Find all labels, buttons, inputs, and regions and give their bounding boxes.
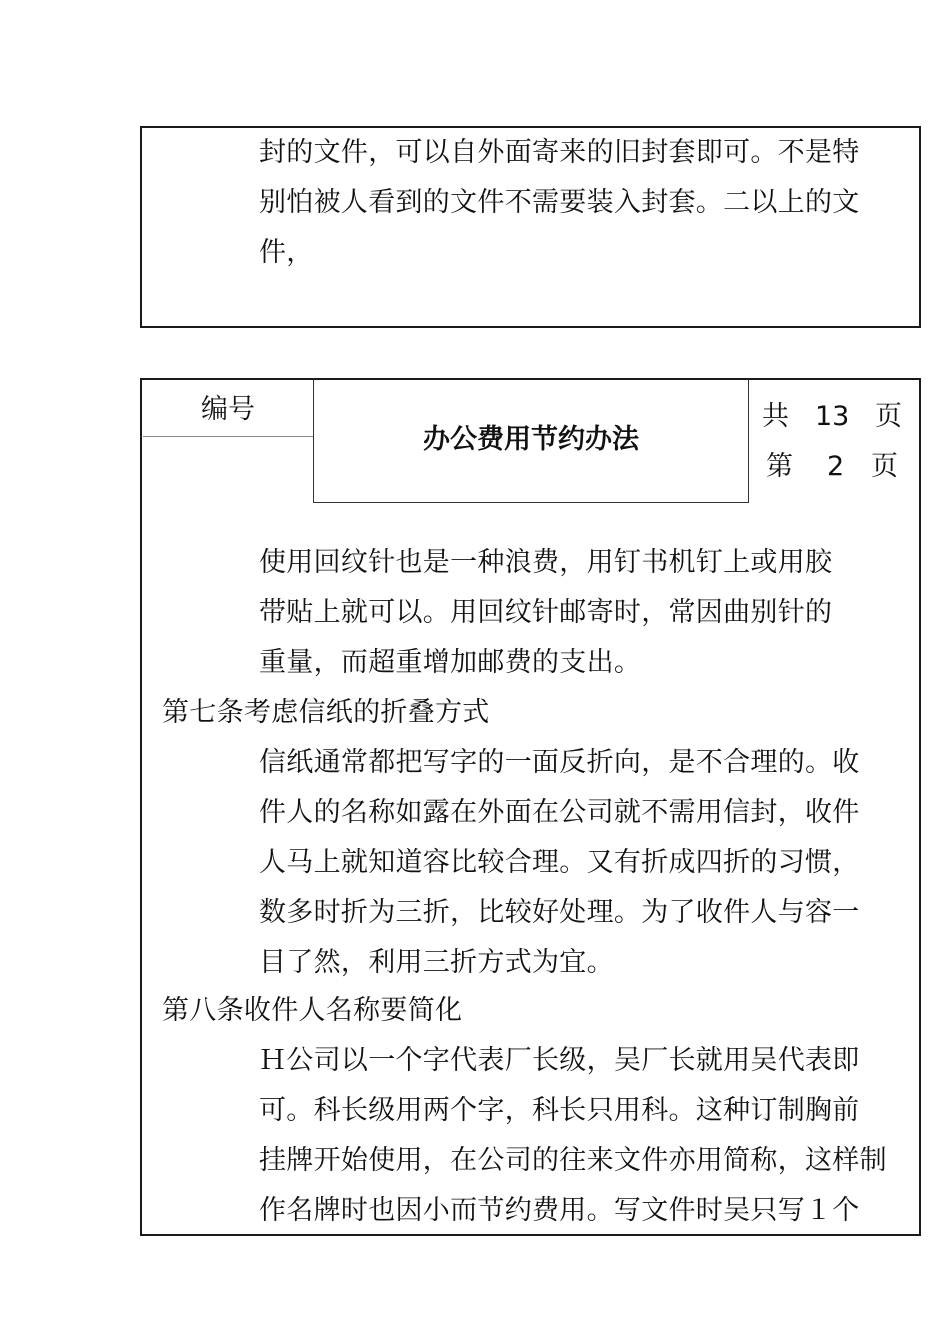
body-line: 目了然，利用三折方式为宜。 <box>259 947 614 978</box>
article-heading: 第八条收件人名称要简化 <box>162 995 463 1026</box>
page-total-suffix: 页 <box>875 401 902 432</box>
body-line: 信纸通常都把写字的一面反折向，是不合理的。收 <box>259 747 860 778</box>
body-line: 带贴上就可以。用回纹针邮寄时，常因曲别针的 <box>259 597 833 628</box>
page-total-number: 13 <box>815 401 850 432</box>
page-current-prefix: 第 <box>766 451 793 482</box>
body-line: 件人的名称如露在外面在公司就不需用信封，收件 <box>259 797 860 828</box>
document-code-cell <box>143 381 313 437</box>
page-current-number: 2 <box>827 451 845 482</box>
body-line: 重量，而超重增加邮费的支出。 <box>259 647 642 678</box>
body-line: 挂牌开始使用，在公司的往来文件亦用简称，这样制 <box>259 1145 887 1176</box>
page-current-suffix: 页 <box>871 451 898 482</box>
body-line: Ｈ公司以一个字代表厂长级，吴厂长就用吴代表即 <box>259 1045 860 1076</box>
body-line: 作名牌时也因小而节约费用。写文件时吴只写１个 <box>259 1195 860 1226</box>
body-line: 人马上就知道容比较合理。又有折成四折的习惯， <box>259 847 860 878</box>
document-title: 办公费用节约办法 <box>423 424 639 455</box>
page-current <box>760 447 910 487</box>
body-line: 使用回纹针也是一种浪费，用钉书机钉上或用胶 <box>259 547 833 578</box>
body-line: 件， <box>259 237 314 268</box>
document-code-label: 编号 <box>201 394 255 425</box>
body-line: 封的文件，可以自外面寄来的旧封套即可。不是特 <box>259 137 860 168</box>
page-total <box>760 397 910 437</box>
body-line: 可。科长级用两个字，科长只用科。这种订制胸前 <box>259 1095 860 1126</box>
document-title-cell <box>313 379 749 503</box>
page-total-prefix: 共 <box>762 401 789 432</box>
body-line: 数多时折为三折，比较好处理。为了收件人与容一 <box>259 897 860 928</box>
article-heading: 第七条考虑信纸的折叠方式 <box>162 697 490 728</box>
body-line: 别怕被人看到的文件不需要装入封套。二以上的文 <box>259 187 860 218</box>
